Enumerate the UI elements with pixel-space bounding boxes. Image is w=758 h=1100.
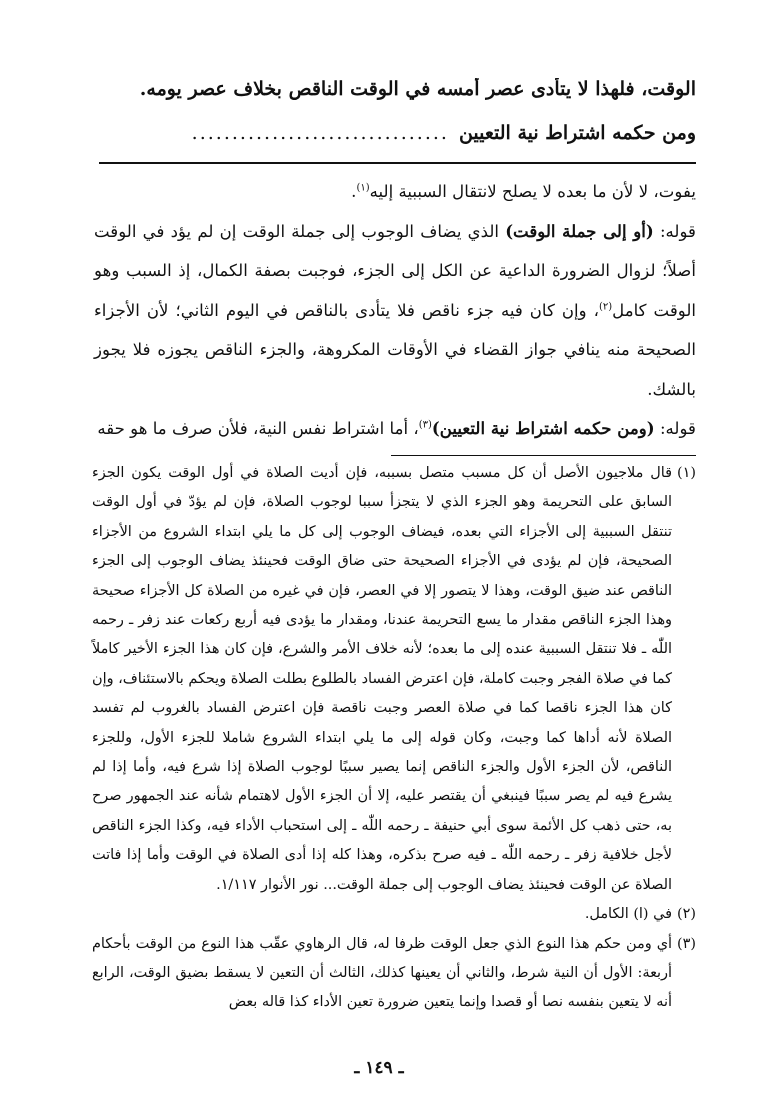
footnote-text: قال ملاجيون الأصل أن كل مسبب متصل بسببه، فإن أديت الصلاة في أول الوقت يكون الجزء السابق على التحريمة وهو الجزء الذي لا يتجزأ سببا لوجوب الصلاة، فإن لم يؤدّ في أول الوقت تنتقل السببية إلى الأجزاء التي بعده، فيضاف الوجوب إلى كل ما يلي ابتداء الشروع من الأجزاء الصحيحة، فإن لم يؤدى في الأجزاء الصحيحة حتى ضاق الوقت فحينئذ يضاف الوجوب إلى الجزء الناقص عند ضيق الوقت، وهذا لا يتصور إلا في العصر، فإن في غيره من الصلاة كل الأجزاء صحيحة وهذا الجزء الناقص مقدار ما يسع التحريمة عندنا، ومقدار ما يؤدى فيه أربع ركعات عند زفر ـ رحمه اللّٰه ـ فلا تنتقل السببية عنده إلى ما بعده؛ لأنه خلاف الأمر والشرع، فإن كان هذا الجزء الأخير كاملاً كما في صلاة الفجر وجبت كاملة، فإن اعترض الفساد بالطلوع بطلت الصلاة ويحكم بالاستئناف، وإن كان هذا الجزء ناقصا كما في صلاة العصر وجبت ناقصة فإن اعترض الفساد بالغروب لم تفسد الصلاة لأنه أداها كما وجبت، وكان قوله إلى ما يلي ابتداء الشروع شاملا للجزء الأول، وللجزء الناقص، لأن الجزء الأول والجزء الناقص إنما يصير سببًا لوجوب الصلاة إذا شرع فيه، وأما إذا لم يشرع فيه لم يصر سببًا فينبغي أن يقتصر عليه، إلا أن الجزء الأول لاهتمام شأنه عند الجمهور صرح به، حتى ذهب كل الأئمة سوى أبي حنيفة ـ رحمه اللّٰه ـ إلى استحباب الأداء فيه، وكذا الجزء الناقص لأجل خلافية زفر ـ رحمه اللّٰه ـ فيه صرح بذكره، وهذا كله إذا أدى الصلاة في الوقت وأما إذا فاتت الصلاة عن الوقت فحينئذ يضاف الوجوب إلى جملة الوقت... نور الأنوار ١/١١٧. — [92, 465, 672, 893]
header-divider — [99, 162, 696, 164]
commentary-text: يفوت، لا لأن ما بعده لا يصلح لانتقال السببية إليه — [369, 182, 696, 201]
quoted-matn: (ومن حكمه اشتراط نية التعيين) — [431, 418, 655, 438]
header-section-title: ومن حكمه اشتراط نية التعيين — [458, 122, 696, 144]
footnote-number: (٣) — [677, 935, 696, 952]
footnote-2 — [92, 900, 696, 929]
header-text-line-2 — [56, 122, 696, 144]
footnote-number: (٢) — [677, 906, 696, 923]
commentary-text: الذي يضاف الوجوب إلى جملة الوقت إن لم يؤد في الوقت أصلاً؛ لزوال الضرورة الداعية عن الكل إلى الجزء، فوجبت بصفة الكمال، إذ السبب وهو الوقت كامل — [94, 221, 696, 320]
commentary-text: ، أما اشتراط نفس النية، فلأن صرف ما هو حقه — [97, 419, 419, 438]
footnote-ref-2: (٢) — [598, 300, 613, 312]
footnote-ref-3: (٣) — [418, 419, 432, 431]
commentary-paragraph-1 — [94, 172, 696, 212]
footnote-divider — [391, 455, 696, 456]
footnote-3 — [92, 930, 696, 1018]
commentary-text: ، وإن كان فيه جزء ناقص فلا يتأدى بالناقص في اليوم الثاني؛ لأن الأجزاء الصحيحة منه ينافي جواز القضاء في الأوقات المكروهة، والجزء الناقص يجوزه فلا يجوز بالشك. — [94, 300, 696, 399]
quoted-matn: (أو إلى جملة الوقت) — [505, 220, 654, 241]
commentary-body — [94, 172, 696, 449]
header-text-line-1: الوقت، فلهذا لا يتأدى عصر أمسه في الوقت الناقص بخلاف عصر يومه. — [139, 78, 696, 100]
commentary-text: . — [351, 182, 357, 201]
commentary-paragraph-3 — [94, 409, 696, 449]
quote-lead: قوله: — [653, 221, 696, 241]
footnotes-section — [92, 459, 696, 1018]
footnote-text: في (ا) الكامل. — [584, 906, 672, 923]
page-number: ـ ١٤٩ ـ — [354, 1058, 404, 1078]
commentary-paragraph-2 — [94, 212, 696, 410]
footnote-ref-1: (١) — [356, 182, 370, 194]
header-dot-leader: ................................ — [191, 122, 449, 144]
quote-lead: قوله: — [654, 419, 696, 438]
footnote-1 — [92, 459, 696, 900]
footnote-text: أي ومن حكم هذا النوع الذي جعل الوقت ظرفا له، قال الرهاوي عقّب هذا النوع من الوقت بأحكام أربعة: الأول أن النية شرط، والثاني أن يعينها كذلك، الثالث أن التعين لا يسقط بضيق الوقت، الرابع أنه لا يتعين بنفسه نصا أو قصدا وإنما يتعين ضرورة تعين الأداء كذا قاله بعض — [92, 935, 672, 1011]
footnote-number: (١) — [677, 465, 696, 481]
